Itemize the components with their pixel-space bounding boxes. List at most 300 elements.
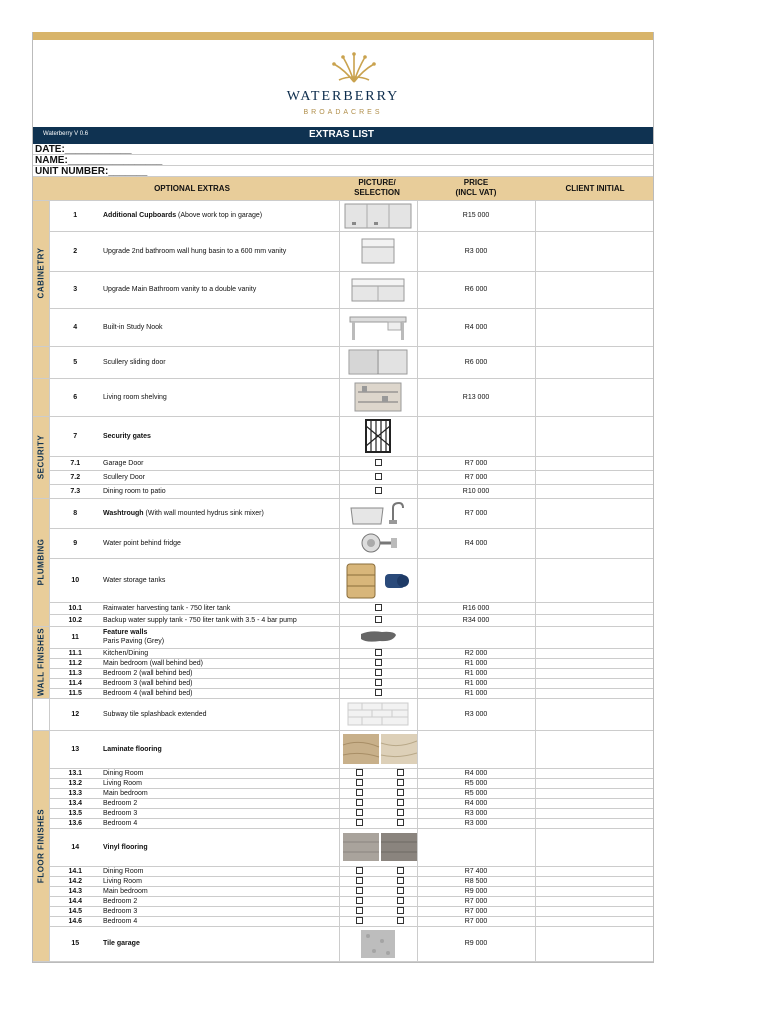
item-note: (With wall mounted hydrus sink mixer) xyxy=(143,509,264,517)
item-number: 14.5 xyxy=(49,906,101,916)
item-description: Living Room xyxy=(101,876,339,886)
selection-checkbox[interactable] xyxy=(375,487,382,494)
laminate-option-b-checkbox[interactable] xyxy=(397,789,404,796)
picture-cell xyxy=(339,668,417,678)
item-price: R34 000 xyxy=(417,614,535,626)
laminate-option-a-checkbox[interactable] xyxy=(356,819,363,826)
item-number: 7.3 xyxy=(49,484,101,498)
item-number: 14.1 xyxy=(49,866,101,876)
subway-tile-image-icon xyxy=(347,702,409,726)
client-initial-cell[interactable] xyxy=(535,866,653,876)
item-number: 14.4 xyxy=(49,896,101,906)
picture-cell xyxy=(339,614,417,626)
extras-table xyxy=(33,201,653,962)
table-row xyxy=(33,896,653,906)
water-tank-image-icon xyxy=(343,560,413,600)
selection-checkbox[interactable] xyxy=(375,459,382,466)
laminate-option-b-checkbox[interactable] xyxy=(397,819,404,826)
selection-checkbox[interactable] xyxy=(375,689,382,696)
laminate-option-a-checkbox[interactable] xyxy=(356,779,363,786)
item-price: R1 000 xyxy=(417,688,535,698)
table-row xyxy=(33,470,653,484)
picture-cell xyxy=(339,308,417,346)
laminate-option-b-checkbox[interactable] xyxy=(397,769,404,776)
item-price: R5 000 xyxy=(417,778,535,788)
table-row xyxy=(33,658,653,668)
picture-cell xyxy=(339,788,417,798)
item-price: R7 000 xyxy=(417,896,535,906)
picture-cell xyxy=(339,678,417,688)
item-description: Backup water supply tank - 750 liter tank with 3.5 - 4 bar pump xyxy=(101,614,339,626)
item-price xyxy=(417,416,535,456)
item-description: Bedroom 4 xyxy=(101,916,339,926)
section-label: CABINETRY xyxy=(36,247,46,299)
table-row xyxy=(33,416,653,456)
item-number: 13.4 xyxy=(49,798,101,808)
table-row xyxy=(33,201,653,231)
vinyl-option-a-checkbox[interactable] xyxy=(356,867,363,874)
item-number: 10.1 xyxy=(49,602,101,614)
item-description: Main bedroom xyxy=(101,788,339,798)
client-initial-cell[interactable] xyxy=(535,730,653,768)
vinyl-option-a-checkbox[interactable] xyxy=(356,887,363,894)
client-initial-cell[interactable] xyxy=(535,916,653,926)
item-description: Scullery Door xyxy=(101,470,339,484)
table-row xyxy=(33,648,653,658)
item-price: R4 000 xyxy=(417,768,535,778)
item-number: 7.1 xyxy=(49,456,101,470)
client-initial-cell[interactable] xyxy=(535,498,653,528)
brand-subtitle: BROADACRES xyxy=(303,109,383,116)
table-row xyxy=(33,828,653,866)
table-row xyxy=(33,346,653,378)
item-number: 13.6 xyxy=(49,818,101,828)
section-spacer xyxy=(33,346,49,378)
washtrough-image-icon xyxy=(347,500,409,526)
shelving-image-icon xyxy=(354,382,402,412)
vinyl-option-b-checkbox[interactable] xyxy=(397,907,404,914)
table-row xyxy=(33,378,653,416)
item-number: 14.6 xyxy=(49,916,101,926)
table-row xyxy=(33,668,653,678)
client-initial-cell[interactable] xyxy=(535,648,653,658)
item-price: R13 000 xyxy=(417,378,535,416)
section-security xyxy=(33,416,49,498)
selection-checkbox[interactable] xyxy=(375,659,382,666)
selection-checkbox[interactable] xyxy=(375,604,382,611)
table-row xyxy=(33,558,653,602)
table-row xyxy=(33,916,653,926)
column-price-line2: (INCL VAT) xyxy=(455,188,497,197)
table-row xyxy=(33,484,653,498)
table-row xyxy=(33,698,653,730)
item-price: R1 000 xyxy=(417,658,535,668)
table-row xyxy=(33,231,653,271)
item-price: R10 000 xyxy=(417,484,535,498)
laminate-option-b-checkbox[interactable] xyxy=(397,809,404,816)
picture-cell xyxy=(339,378,417,416)
item-price xyxy=(417,626,535,648)
table-row xyxy=(33,906,653,916)
item-price: R1 000 xyxy=(417,678,535,688)
item-description xyxy=(101,498,339,528)
section-spacer xyxy=(33,698,49,730)
item-description: Living room shelving xyxy=(101,378,339,416)
vinyl-option-a-checkbox[interactable] xyxy=(356,917,363,924)
client-initial-cell[interactable] xyxy=(535,788,653,798)
vinyl-option-b-checkbox[interactable] xyxy=(397,887,404,894)
extras-sheet xyxy=(32,32,654,963)
item-title: Washtrough xyxy=(103,509,144,517)
column-optional-extras: OPTIONAL EXTRAS xyxy=(154,184,230,193)
item-price: R6 000 xyxy=(417,346,535,378)
item-description: Main bedroom xyxy=(101,886,339,896)
table-row xyxy=(33,678,653,688)
picture-cell xyxy=(339,470,417,484)
selection-checkbox[interactable] xyxy=(375,679,382,686)
table-row xyxy=(33,818,653,828)
item-price: R4 000 xyxy=(417,528,535,558)
item-number: 2 xyxy=(49,231,101,271)
item-price: R7 400 xyxy=(417,866,535,876)
item-price: R7 000 xyxy=(417,456,535,470)
laminate-option-b-checkbox[interactable] xyxy=(397,799,404,806)
selection-checkbox[interactable] xyxy=(375,473,382,480)
item-title: Security gates xyxy=(101,416,339,456)
picture-cell xyxy=(339,658,417,668)
item-description: Bedroom 3 (wall behind bed) xyxy=(101,678,339,688)
section-label: FLOOR FINISHES xyxy=(36,808,46,883)
item-price: R4 000 xyxy=(417,798,535,808)
item-price: R3 000 xyxy=(417,698,535,730)
vinyl-samples-image-icon xyxy=(342,832,418,862)
client-initial-cell[interactable] xyxy=(535,614,653,626)
section-label: SECURITY xyxy=(36,434,46,480)
item-description: Dining Room xyxy=(101,866,339,876)
client-initial-cell[interactable] xyxy=(535,602,653,614)
item-number: 7 xyxy=(49,416,101,456)
client-initial-cell[interactable] xyxy=(535,768,653,778)
selection-checkbox[interactable] xyxy=(375,669,382,676)
picture-cell xyxy=(339,866,417,876)
table-row xyxy=(33,528,653,558)
picture-cell xyxy=(339,876,417,886)
item-price: R9 000 xyxy=(417,886,535,896)
table-row xyxy=(33,730,653,768)
table-row xyxy=(33,876,653,886)
version-label: Waterberry V 0.6 xyxy=(43,131,89,137)
item-note: Paris Paving (Grey) xyxy=(103,638,165,645)
table-row xyxy=(33,788,653,798)
item-description: Kitchen/Dining xyxy=(101,648,339,658)
client-initial-cell[interactable] xyxy=(535,876,653,886)
vinyl-option-a-checkbox[interactable] xyxy=(356,877,363,884)
item-number: 11.5 xyxy=(49,688,101,698)
vinyl-option-b-checkbox[interactable] xyxy=(397,877,404,884)
item-number: 8 xyxy=(49,498,101,528)
client-initial-cell[interactable] xyxy=(535,378,653,416)
client-initial-cell[interactable] xyxy=(535,658,653,668)
picture-cell xyxy=(339,498,417,528)
client-initial-cell[interactable] xyxy=(535,668,653,678)
item-description: Dining room to patio xyxy=(101,484,339,498)
item-number: 7.2 xyxy=(49,470,101,484)
picture-cell xyxy=(339,698,417,730)
picture-cell xyxy=(339,768,417,778)
item-price: R6 000 xyxy=(417,271,535,308)
client-initial-cell[interactable] xyxy=(535,828,653,866)
item-number: 10.2 xyxy=(49,614,101,626)
date-field[interactable]: DATE:____________ xyxy=(33,144,653,155)
client-initial-cell[interactable] xyxy=(535,698,653,730)
table-row xyxy=(33,614,653,626)
item-price: R4 000 xyxy=(417,308,535,346)
item-number: 10 xyxy=(49,558,101,602)
item-number: 11.1 xyxy=(49,648,101,658)
client-initial-cell[interactable] xyxy=(535,906,653,916)
picture-cell xyxy=(339,906,417,916)
cupboard-image-icon xyxy=(344,203,412,229)
vinyl-option-b-checkbox[interactable] xyxy=(397,897,404,904)
security-gate-image-icon xyxy=(364,418,392,454)
item-number: 5 xyxy=(49,346,101,378)
vinyl-option-a-checkbox[interactable] xyxy=(356,907,363,914)
item-number: 13 xyxy=(49,730,101,768)
section-plumbing xyxy=(33,498,49,626)
column-picture xyxy=(339,178,415,198)
item-description: Bedroom 2 (wall behind bed) xyxy=(101,668,339,678)
client-initial-cell[interactable] xyxy=(535,456,653,470)
item-description: Water storage tanks xyxy=(101,558,339,602)
sliding-door-image-icon xyxy=(348,349,408,375)
client-initial-cell[interactable] xyxy=(535,688,653,698)
table-row xyxy=(33,886,653,896)
section-wall-finishes xyxy=(33,626,49,698)
selection-checkbox[interactable] xyxy=(375,616,382,623)
picture-cell xyxy=(339,416,417,456)
item-description: Water point behind fridge xyxy=(101,528,339,558)
section-label: WALL FINISHES xyxy=(36,627,46,697)
item-description: Bedroom 2 xyxy=(101,798,339,808)
item-description: Bedroom 4 (wall behind bed) xyxy=(101,688,339,698)
picture-cell xyxy=(339,886,417,896)
picture-cell xyxy=(339,818,417,828)
item-number: 14 xyxy=(49,828,101,866)
picture-cell xyxy=(339,778,417,788)
top-accent-bar xyxy=(33,32,653,40)
page-title: EXTRAS LIST xyxy=(309,129,375,140)
item-number: 14.2 xyxy=(49,876,101,886)
item-price xyxy=(417,828,535,866)
table-row xyxy=(33,778,653,788)
selection-checkbox[interactable] xyxy=(375,649,382,656)
column-price-line1: PRICE xyxy=(463,178,489,187)
item-number: 12 xyxy=(49,698,101,730)
laminate-samples-image-icon xyxy=(342,733,418,765)
picture-cell xyxy=(339,558,417,602)
item-title: Feature walls xyxy=(103,629,148,636)
logo-area xyxy=(33,40,653,120)
item-title: Tile garage xyxy=(101,926,339,961)
picture-cell xyxy=(339,648,417,658)
item-description: Scullery sliding door xyxy=(101,346,339,378)
table-row xyxy=(33,808,653,818)
item-description: Bedroom 2 xyxy=(101,896,339,906)
item-number: 13.5 xyxy=(49,808,101,818)
item-title: Additional Cupboards xyxy=(103,212,177,220)
client-initial-cell[interactable] xyxy=(535,558,653,602)
table-row xyxy=(33,798,653,808)
picture-cell xyxy=(339,828,417,866)
item-number: 9 xyxy=(49,528,101,558)
item-number: 11.2 xyxy=(49,658,101,668)
table-row xyxy=(33,866,653,876)
item-number: 6 xyxy=(49,378,101,416)
double-vanity-image-icon xyxy=(348,273,408,307)
section-spacer xyxy=(33,378,49,416)
client-initial-cell[interactable] xyxy=(535,201,653,231)
item-number: 11 xyxy=(49,626,101,648)
item-price: R16 000 xyxy=(417,602,535,614)
client-initial-cell[interactable] xyxy=(535,808,653,818)
item-description xyxy=(101,626,339,648)
item-price xyxy=(417,730,535,768)
title-bar xyxy=(33,127,653,144)
table-row xyxy=(33,688,653,698)
client-initial-cell[interactable] xyxy=(535,470,653,484)
laminate-option-a-checkbox[interactable] xyxy=(356,809,363,816)
item-number: 13.2 xyxy=(49,778,101,788)
picture-cell xyxy=(339,201,417,231)
client-initial-cell[interactable] xyxy=(535,626,653,648)
client-initial-cell[interactable] xyxy=(535,416,653,456)
item-description: Rainwater harvesting tank - 750 liter tank xyxy=(101,602,339,614)
section-cabinetry xyxy=(33,201,49,346)
column-picture-line1: PICTURE/ xyxy=(358,178,396,187)
vinyl-option-b-checkbox[interactable] xyxy=(397,917,404,924)
client-initial-cell[interactable] xyxy=(535,896,653,906)
item-number: 14.3 xyxy=(49,886,101,896)
section-label: PLUMBING xyxy=(36,538,46,586)
client-initial-cell[interactable] xyxy=(535,271,653,308)
picture-cell xyxy=(339,730,417,768)
client-initial-cell[interactable] xyxy=(535,778,653,788)
client-initial-cell[interactable] xyxy=(535,484,653,498)
unit-number-field[interactable]: UNIT NUMBER:_______ xyxy=(33,166,653,177)
table-row xyxy=(33,626,653,648)
item-price: R3 000 xyxy=(417,808,535,818)
laminate-option-b-checkbox[interactable] xyxy=(397,779,404,786)
garage-tile-image-icon xyxy=(360,929,396,959)
item-description: Bedroom 4 xyxy=(101,818,339,828)
vanity-image-icon xyxy=(358,235,398,267)
vinyl-option-b-checkbox[interactable] xyxy=(397,867,404,874)
item-number: 11.4 xyxy=(49,678,101,688)
item-price: R7 000 xyxy=(417,916,535,926)
item-number: 11.3 xyxy=(49,668,101,678)
picture-cell xyxy=(339,808,417,818)
client-initial-cell[interactable] xyxy=(535,346,653,378)
item-price: R7 000 xyxy=(417,470,535,484)
section-floor-finishes xyxy=(33,730,49,961)
waterberry-logo-icon xyxy=(329,50,379,84)
picture-cell xyxy=(339,798,417,808)
client-initial-cell[interactable] xyxy=(535,886,653,896)
item-description: Garage Door xyxy=(101,456,339,470)
item-price xyxy=(417,558,535,602)
table-row xyxy=(33,498,653,528)
study-nook-image-icon xyxy=(348,313,408,341)
item-price: R7 000 xyxy=(417,498,535,528)
table-row xyxy=(33,308,653,346)
column-price xyxy=(417,178,535,198)
item-title: Laminate flooring xyxy=(101,730,339,768)
picture-cell xyxy=(339,916,417,926)
item-description: Subway tile splashback extended xyxy=(101,698,339,730)
item-price: R5 000 xyxy=(417,788,535,798)
laminate-option-a-checkbox[interactable] xyxy=(356,799,363,806)
table-row xyxy=(33,926,653,961)
table-row xyxy=(33,768,653,778)
picture-cell xyxy=(339,484,417,498)
client-initial-cell[interactable] xyxy=(535,678,653,688)
client-initial-cell[interactable] xyxy=(535,818,653,828)
item-title: Vinyl flooring xyxy=(101,828,339,866)
client-initial-cell[interactable] xyxy=(535,926,653,961)
picture-cell xyxy=(339,602,417,614)
picture-cell xyxy=(339,231,417,271)
picture-cell xyxy=(339,271,417,308)
table-row xyxy=(33,271,653,308)
item-price: R15 000 xyxy=(417,201,535,231)
table-row xyxy=(33,602,653,614)
client-initial-cell[interactable] xyxy=(535,231,653,271)
laminate-option-a-checkbox[interactable] xyxy=(356,769,363,776)
picture-cell xyxy=(339,528,417,558)
item-description xyxy=(101,201,339,231)
item-description: Main bedroom (wall behind bed) xyxy=(101,658,339,668)
brand-name: WATERBERRY xyxy=(286,89,400,104)
item-price: R8 500 xyxy=(417,876,535,886)
client-initial-cell[interactable] xyxy=(535,308,653,346)
item-description: Built-in Study Nook xyxy=(101,308,339,346)
picture-cell xyxy=(339,456,417,470)
client-initial-cell[interactable] xyxy=(535,798,653,808)
item-description: Upgrade 2nd bathroom wall hung basin to a 600 mm vanity xyxy=(101,231,339,271)
column-picture-line2: SELECTION xyxy=(354,188,400,197)
item-price: R9 000 xyxy=(417,926,535,961)
paving-swatch-image-icon xyxy=(358,629,398,645)
laminate-option-a-checkbox[interactable] xyxy=(356,789,363,796)
item-description: Bedroom 3 xyxy=(101,906,339,916)
item-number: 13.1 xyxy=(49,768,101,778)
item-number: 13.3 xyxy=(49,788,101,798)
picture-cell xyxy=(339,896,417,906)
water-point-image-icon xyxy=(353,530,403,556)
item-number: 15 xyxy=(49,926,101,961)
vinyl-option-a-checkbox[interactable] xyxy=(356,897,363,904)
name-field[interactable]: NAME:_________________ xyxy=(33,155,653,166)
item-price: R1 000 xyxy=(417,668,535,678)
picture-cell xyxy=(339,688,417,698)
item-price: R3 000 xyxy=(417,818,535,828)
item-number: 4 xyxy=(49,308,101,346)
table-row xyxy=(33,456,653,470)
client-initial-cell[interactable] xyxy=(535,528,653,558)
item-price: R7 000 xyxy=(417,906,535,916)
column-client-initial: CLIENT INITIAL xyxy=(565,184,625,193)
item-number: 3 xyxy=(49,271,101,308)
